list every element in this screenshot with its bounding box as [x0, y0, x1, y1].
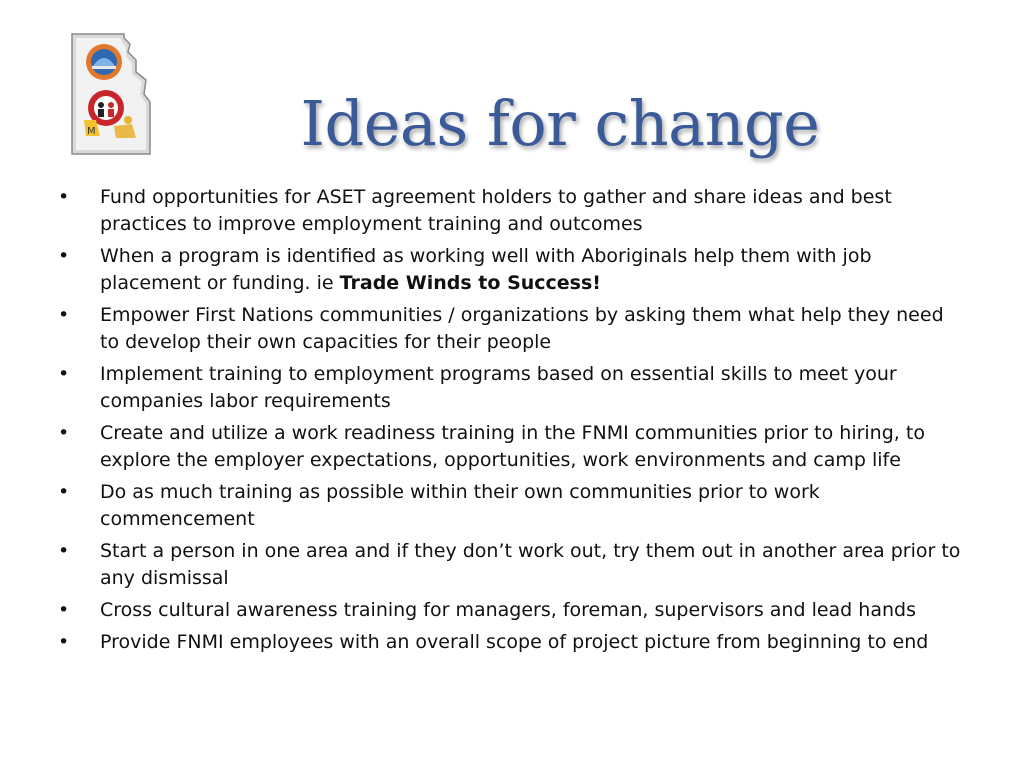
- bullet-marker: •: [58, 245, 70, 267]
- bullet-marker: •: [58, 599, 70, 621]
- bullet-text: Implement training to employment programs based on essential skills to meet your companies labor requirements: [100, 363, 897, 412]
- bullet-text: Fund opportunities for ASET agreement holders to gather and share ideas and best practices to improve employment training and outcomes: [100, 186, 892, 235]
- bullet-item: [58, 479, 968, 533]
- bullet-item: [58, 420, 968, 474]
- bullet-text: Cross cultural awareness training for managers, foreman, supervisors and lead hands: [100, 599, 916, 621]
- bullet-marker: •: [58, 363, 70, 385]
- bullet-list: [58, 184, 968, 661]
- bullet-item: [58, 538, 968, 592]
- alberta-map-logo: [66, 28, 152, 160]
- bullet-item: [58, 184, 968, 238]
- bullet-text: Do as much training as possible within their own communities prior to work commencement: [100, 481, 820, 530]
- bullet-item: [58, 597, 968, 624]
- bullet-text: Provide FNMI employees with an overall scope of project picture from beginning to end: [100, 631, 929, 653]
- bullet-marker: •: [58, 304, 70, 326]
- bullet-text: Empower First Nations communities / organizations by asking them what help they need to develop their own capacities for their people: [100, 304, 944, 353]
- bullet-marker: •: [58, 422, 70, 444]
- bullet-text: When a program is identified as working well with Aboriginals help them with job placement or funding. ie: [100, 245, 872, 294]
- bullet-text: Start a person in one area and if they don’t work out, try them out in another area prior to any dismissal: [100, 540, 961, 589]
- bullet-item: [58, 243, 968, 297]
- bullet-text: Create and utilize a work readiness training in the FNMI communities prior to hiring, to explore the employer expectations, opportunities, work environments and camp life: [100, 422, 925, 471]
- bullet-marker: •: [58, 481, 70, 503]
- bullet-item: [58, 361, 968, 415]
- bullet-marker: •: [58, 186, 70, 208]
- bullet-item: [58, 302, 968, 356]
- bullet-item: [58, 629, 968, 656]
- bullet-marker: •: [58, 540, 70, 562]
- bullet-bold-text: Trade Winds to Success!: [339, 272, 601, 294]
- svg-text:M: M: [87, 126, 96, 137]
- bullet-marker: •: [58, 631, 70, 653]
- slide-title: Ideas for change: [300, 87, 820, 160]
